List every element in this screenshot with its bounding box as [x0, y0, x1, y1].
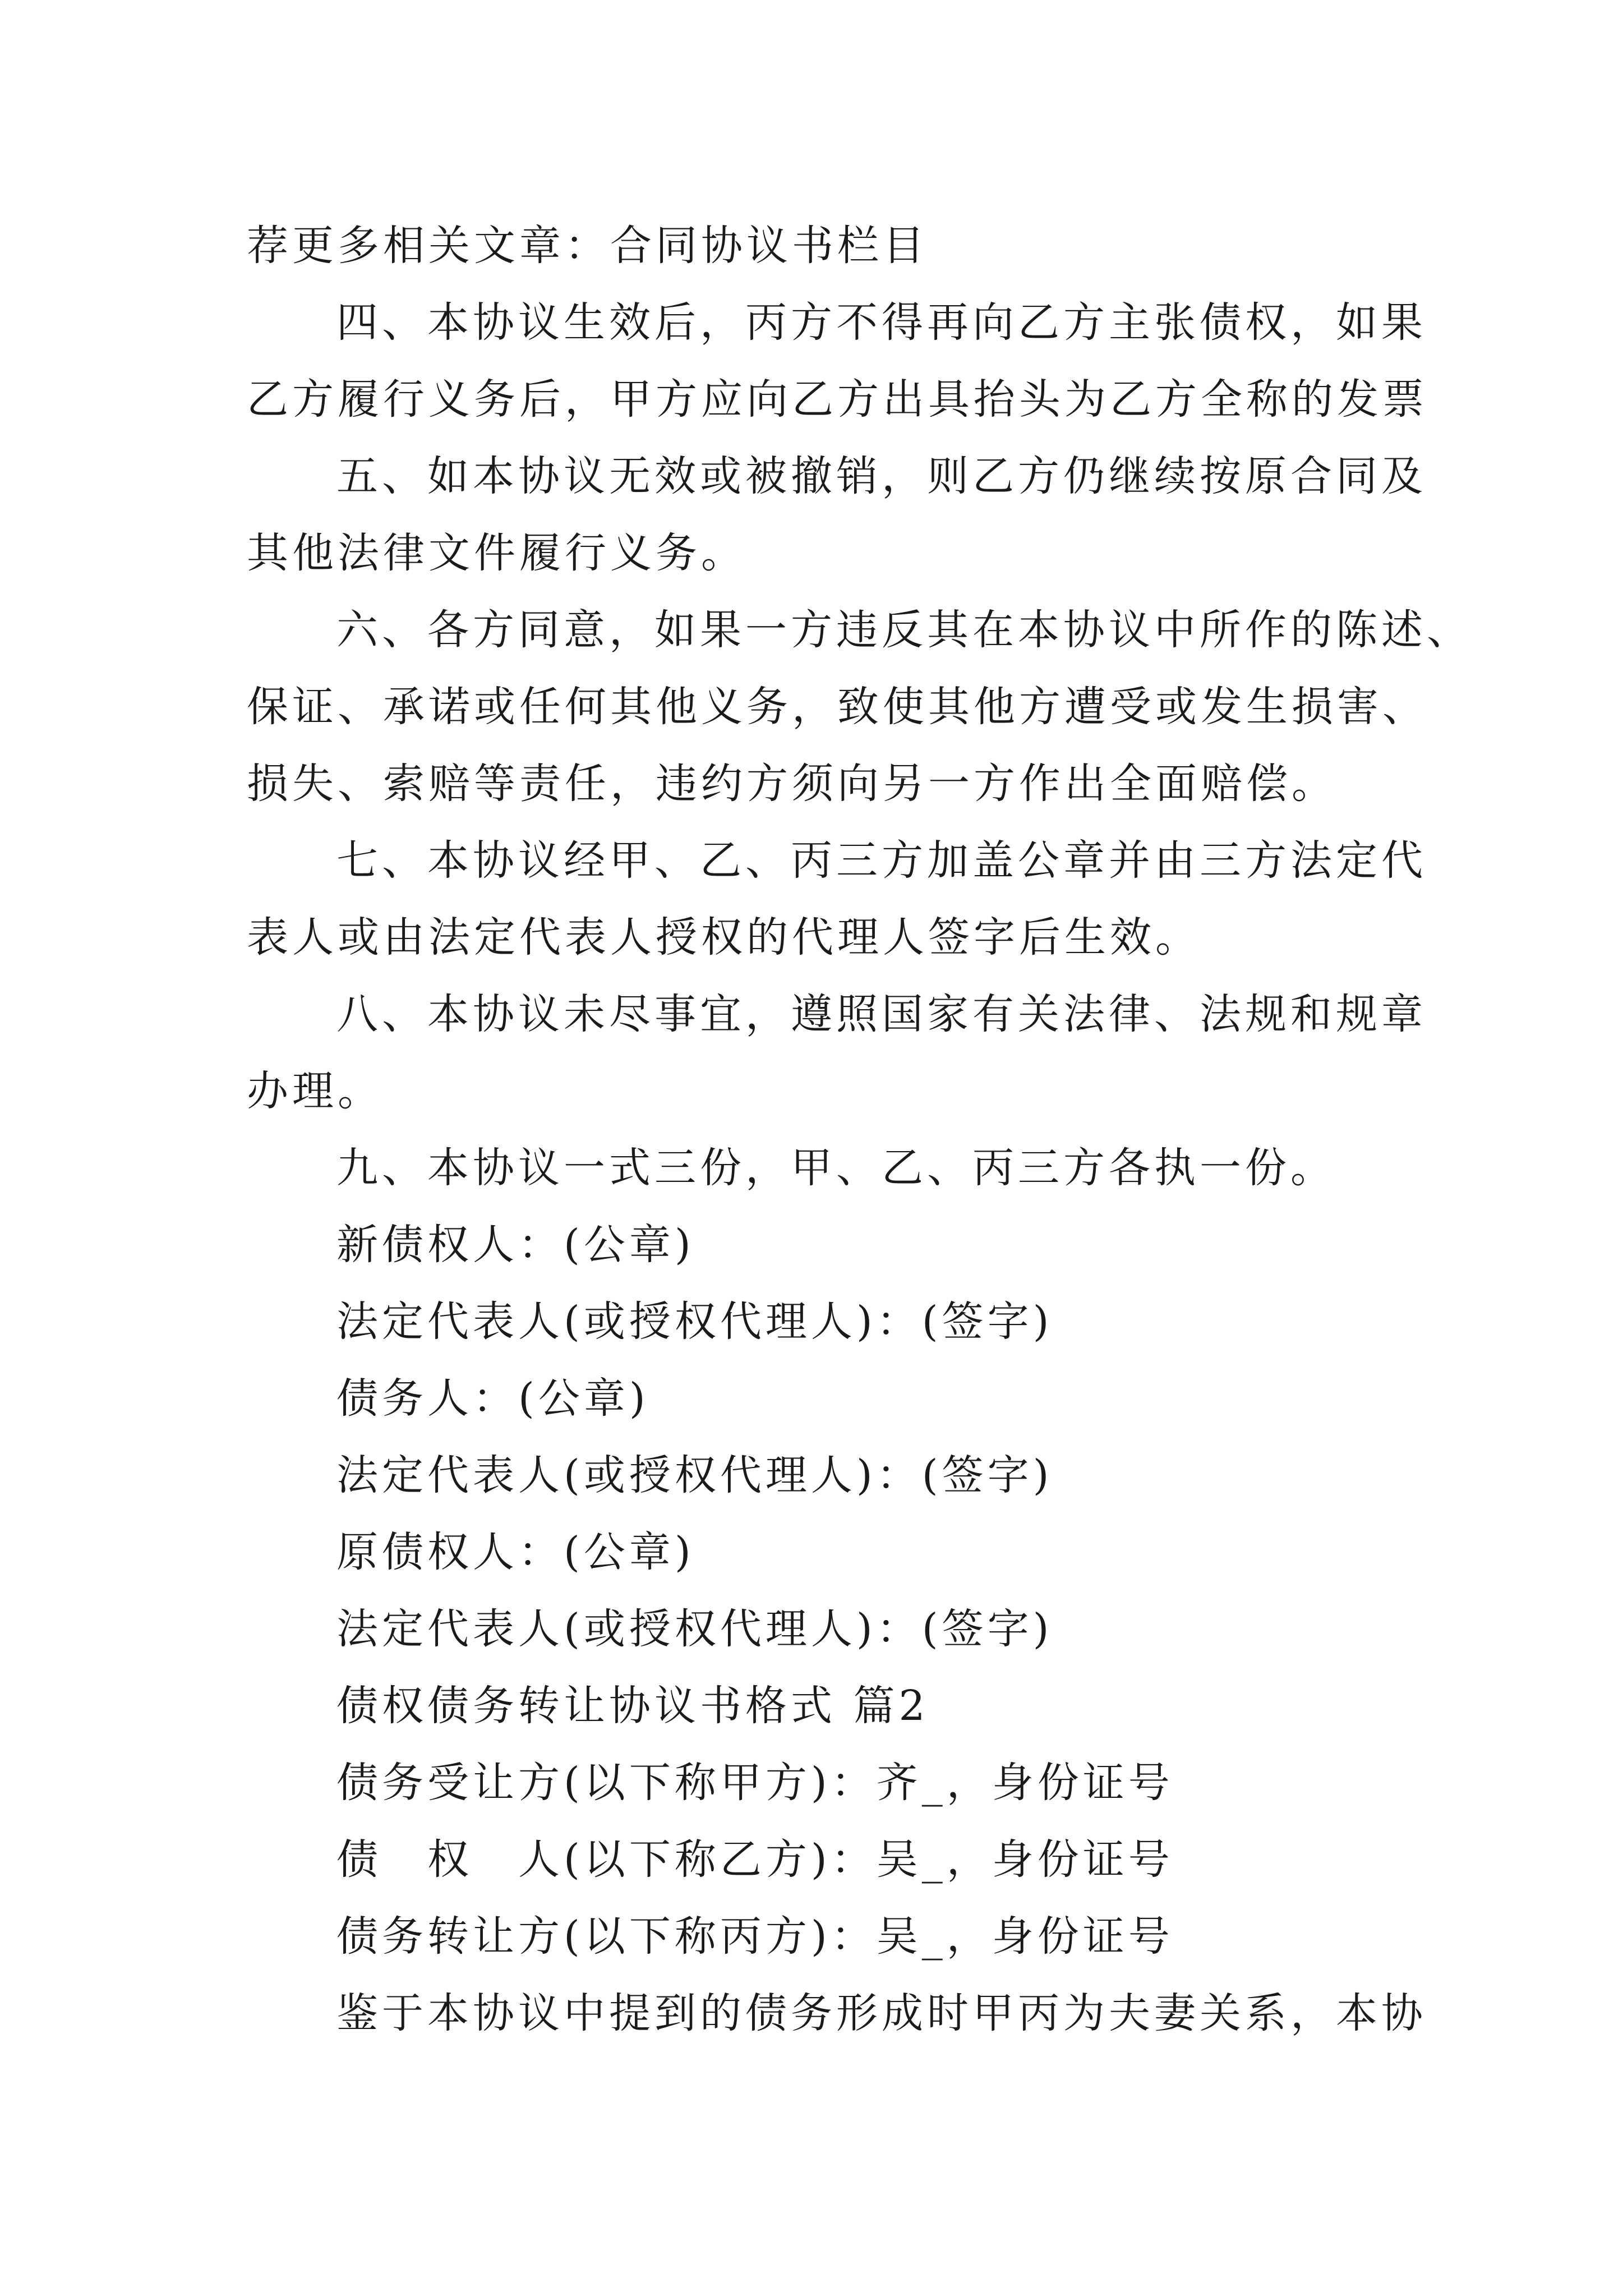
clause-4-line-1: 四、本协议生效后，丙方不得再向乙方主张债权，如果 [336, 298, 1427, 347]
signature-new-creditor: 新债权人：(公章) [336, 1221, 695, 1269]
text-line: 荐更多相关文章：合同协议书栏目 [247, 222, 928, 270]
clause-8-line-2: 办理。 [247, 1067, 383, 1115]
party-a-line: 债务受让方(以下称甲方)：齐_，身份证号 [336, 1759, 1174, 1807]
clause-7-line-2: 表人或由法定代表人授权的代理人签字后生效。 [247, 913, 1201, 961]
clause-7-line-1: 七、本协议经甲、乙、丙三方加盖公章并由三方法定代 [336, 836, 1427, 885]
clause-8-line-1: 八、本协议未尽事宜，遵照国家有关法律、法规和规章 [336, 990, 1427, 1038]
clause-4-line-2: 乙方履行义务后，甲方应向乙方出具抬头为乙方全称的发票 [247, 375, 1428, 424]
signature-representative: 法定代表人(或授权代理人)：(签字) [336, 1297, 1053, 1346]
party-b-line: 债 权 人(以下称乙方)：吴_，身份证号 [336, 1835, 1174, 1884]
party-c-line: 债务转让方(以下称丙方)：吴_，身份证号 [336, 1912, 1174, 1961]
signature-debtor: 债务人：(公章) [336, 1374, 649, 1423]
signature-representative: 法定代表人(或授权代理人)：(签字) [336, 1605, 1053, 1653]
clause-5-line-1: 五、如本协议无效或被撤销，则乙方仍继续按原合同及 [336, 452, 1427, 500]
signature-representative: 法定代表人(或授权代理人)：(签字) [336, 1451, 1053, 1499]
clause-6-line-3: 损失、索赔等责任，违约方须向另一方作出全面赔偿。 [247, 760, 1337, 808]
clause-9-line: 九、本协议一式三份，甲、乙、丙三方各执一份。 [336, 1144, 1336, 1192]
clause-5-line-2: 其他法律文件履行义务。 [247, 529, 746, 577]
section-heading: 债权债务转让协议书格式 篇2 [336, 1682, 929, 1730]
clause-6-line-2: 保证、承诺或任何其他义务，致使其他方遭受或发生损害、 [247, 683, 1428, 731]
clause-6-line-1: 六、各方同意，如果一方违反其在本协议中所作的陈述、 [336, 606, 1472, 654]
preamble-line: 鉴于本协议中提到的债务形成时甲丙为夫妻关系，本协 [336, 1989, 1427, 2037]
signature-original-creditor: 原债权人：(公章) [336, 1528, 695, 1576]
document-body [247, 208, 1472, 2052]
